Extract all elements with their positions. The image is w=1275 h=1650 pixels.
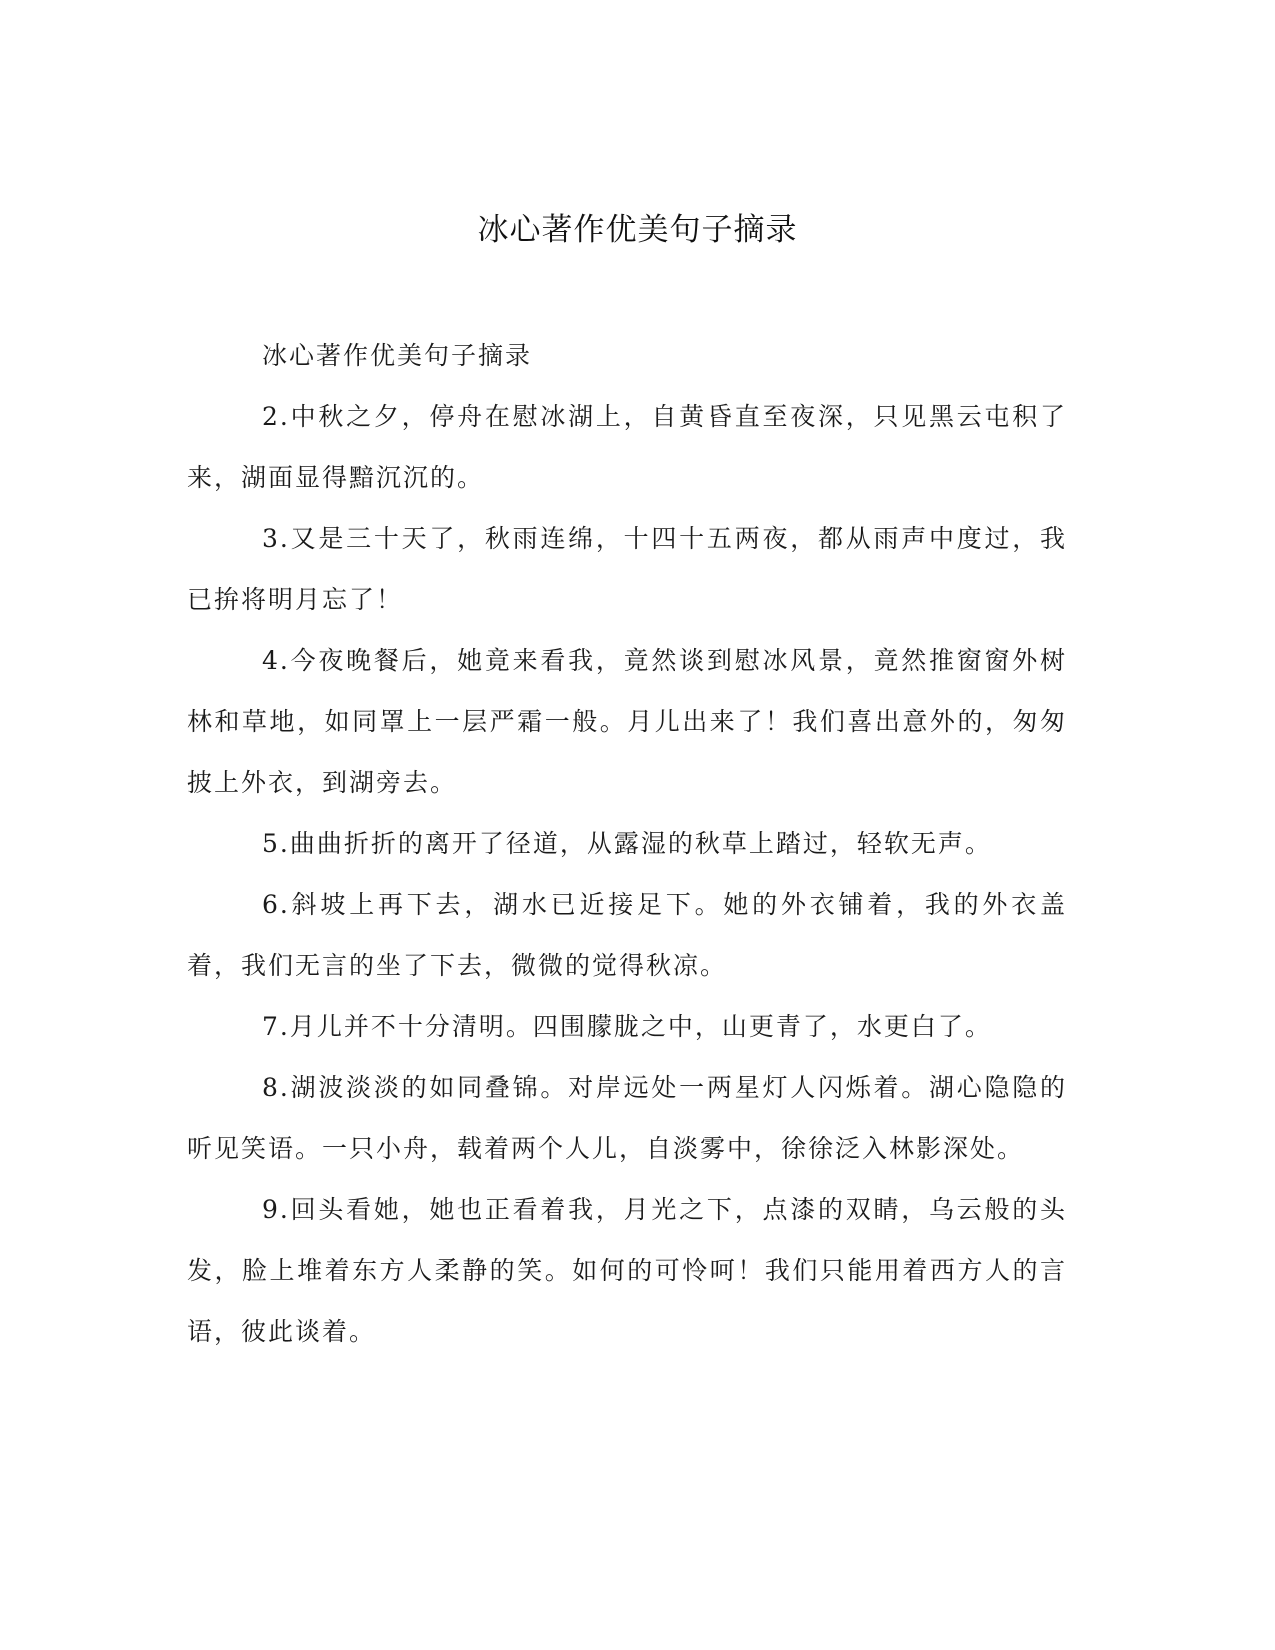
document-title: 冰心著作优美句子摘录 (477, 212, 798, 248)
paragraph-subtitle: 冰心著作优美句子摘录 (262, 341, 533, 370)
paragraph-4: 4.今夜晚餐后，她竟来看我，竟然谈到慰冰风景，竟然推窗窗外树林和草地，如同罩上一层严霜一般。月儿出来了！我们喜出意外的，匆匆披上外衣，到湖旁去。 (187, 646, 1067, 797)
paragraph-2: 2.中秋之夕，停舟在慰冰湖上，自黄昏直至夜深，只见黑云屯积了来，湖面显得黯沉沉的。 (187, 402, 1067, 492)
paragraph-6: 6.斜坡上再下去，湖水已近接足下。她的外衣铺着，我的外衣盖着，我们无言的坐了下去，微微的觉得秋凉。 (187, 890, 1067, 980)
paragraph-8: 8.湖波淡淡的如同叠锦。对岸远处一两星灯人闪烁着。湖心隐隐的听见笑语。一只小舟，载着两个人儿，自淡雾中，徐徐泛入林影深处。 (187, 1073, 1067, 1163)
paragraph-5: 5.曲曲折折的离开了径道，从露湿的秋草上踏过，轻软无声。 (262, 829, 992, 858)
paragraph-9: 9.回头看她，她也正看着我，月光之下，点漆的双睛，乌云般的头发，脸上堆着东方人柔静的笑。如何的可怜呵！我们只能用着西方人的言语，彼此谈着。 (187, 1195, 1067, 1346)
paragraph-3: 3.又是三十天了，秋雨连绵，十四十五两夜，都从雨声中度过，我已拚将明月忘了！ (187, 524, 1067, 614)
paragraph-7: 7.月儿并不十分清明。四围朦胧之中，山更青了，水更白了。 (262, 1012, 992, 1041)
document-body (187, 325, 1067, 1362)
